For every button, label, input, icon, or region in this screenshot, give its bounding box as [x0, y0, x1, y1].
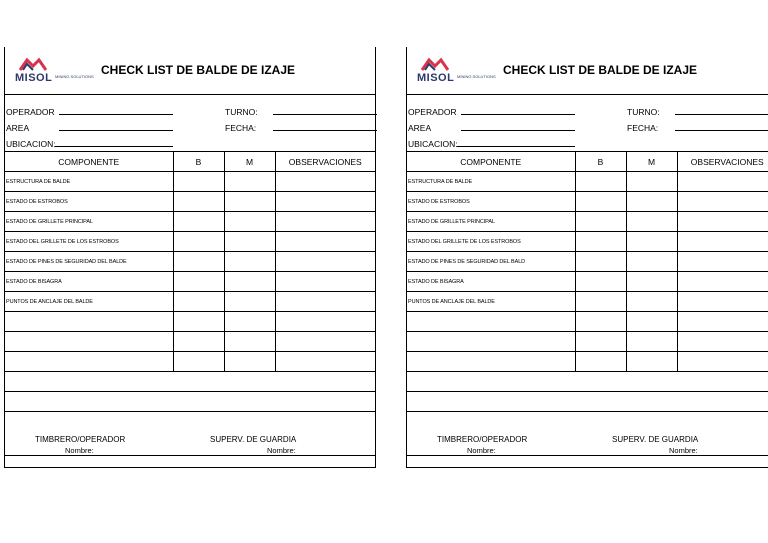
column-header: M	[626, 152, 677, 172]
table-row	[5, 372, 375, 392]
supervisor-signature-label: SUPERV. DE GUARDIA	[210, 435, 297, 444]
area-label: AREA	[6, 123, 30, 133]
table-row	[5, 292, 375, 312]
notes-cell[interactable]	[5, 392, 375, 412]
column-header: OBSERVACIONES	[275, 152, 375, 172]
signature-section	[5, 429, 375, 467]
notes-cell[interactable]	[407, 392, 768, 412]
operador-field[interactable]	[59, 105, 173, 115]
observaciones-cell[interactable]	[275, 292, 375, 312]
b-cell[interactable]	[173, 292, 224, 312]
table-row	[407, 252, 768, 272]
column-header: B	[173, 152, 224, 172]
table-row	[407, 352, 768, 372]
misol-logo	[15, 57, 95, 89]
b-cell[interactable]	[173, 232, 224, 252]
table-row	[5, 352, 375, 372]
b-cell[interactable]	[575, 172, 626, 192]
operador-label: OPERADOR	[408, 107, 457, 117]
table-row	[5, 332, 375, 352]
form-title: CHECK LIST DE BALDE DE IZAJE	[503, 63, 698, 77]
observaciones-cell[interactable]	[677, 312, 768, 332]
notes-cell[interactable]	[5, 372, 375, 392]
table-row	[5, 192, 375, 212]
checklist-form-1	[4, 47, 376, 468]
b-cell[interactable]	[173, 192, 224, 212]
supervisor-name-label: Nombre:	[669, 446, 698, 455]
m-cell[interactable]	[626, 192, 677, 212]
table-row	[407, 232, 768, 252]
signature-section	[407, 429, 768, 467]
component-cell: PUNTOS DE ANCLAJE DEL BALDE	[407, 292, 575, 312]
fecha-label: FECHA:	[225, 123, 257, 133]
fecha-field[interactable]	[675, 121, 768, 131]
observaciones-cell[interactable]	[677, 172, 768, 192]
b-cell[interactable]	[575, 332, 626, 352]
observaciones-cell[interactable]	[677, 272, 768, 292]
checklist-form-2	[406, 47, 768, 468]
m-cell[interactable]	[224, 292, 275, 312]
component-cell: ESTADO DE PINES DE SEGURIDAD DEL BALD	[407, 252, 575, 272]
observaciones-cell[interactable]	[275, 172, 375, 192]
observaciones-cell[interactable]	[275, 252, 375, 272]
operador-field[interactable]	[461, 105, 575, 115]
table-row	[407, 192, 768, 212]
m-cell[interactable]	[224, 172, 275, 192]
b-cell[interactable]	[173, 172, 224, 192]
component-cell: ESTADO DE BISAGRA	[407, 272, 575, 292]
m-cell[interactable]	[626, 292, 677, 312]
observaciones-cell[interactable]	[275, 192, 375, 212]
logo-text: MISOL	[417, 72, 455, 84]
table-row	[5, 312, 375, 332]
table-row	[407, 212, 768, 232]
table-row	[5, 252, 375, 272]
m-cell[interactable]	[224, 332, 275, 352]
b-cell[interactable]	[173, 352, 224, 372]
observaciones-cell[interactable]	[677, 352, 768, 372]
supervisor-signature-label: SUPERV. DE GUARDIA	[612, 435, 699, 444]
component-cell: ESTADO DE PINES DE SEGURIDAD DEL BALDE	[5, 252, 173, 272]
b-cell[interactable]	[575, 192, 626, 212]
m-cell[interactable]	[224, 192, 275, 212]
timbrero-name-label: Nombre:	[467, 446, 496, 455]
column-header: COMPONENTE	[407, 152, 575, 172]
m-cell[interactable]	[224, 272, 275, 292]
m-cell[interactable]	[224, 212, 275, 232]
turno-field[interactable]	[273, 105, 377, 115]
footer-divider	[5, 455, 375, 456]
b-cell[interactable]	[575, 352, 626, 372]
form-title: CHECK LIST DE BALDE DE IZAJE	[101, 63, 296, 77]
form-info-fields	[5, 94, 375, 152]
turno-label: TURNO:	[627, 107, 660, 117]
observaciones-cell[interactable]	[275, 332, 375, 352]
misol-logo-mark-icon	[19, 57, 47, 71]
turno-field[interactable]	[675, 105, 768, 115]
table-row	[5, 172, 375, 192]
timbrero-name-label: Nombre:	[65, 446, 94, 455]
checklist-table	[407, 151, 768, 412]
b-cell[interactable]	[173, 272, 224, 292]
table-row	[407, 332, 768, 352]
m-cell[interactable]	[224, 252, 275, 272]
b-cell[interactable]	[575, 252, 626, 272]
m-cell[interactable]	[224, 232, 275, 252]
logo-text: MISOL	[15, 72, 53, 84]
ubicacion-label: UBICACION:	[6, 139, 56, 149]
table-row	[407, 272, 768, 292]
component-cell[interactable]	[5, 312, 173, 332]
observaciones-cell[interactable]	[677, 252, 768, 272]
component-cell[interactable]	[407, 352, 575, 372]
b-cell[interactable]	[575, 292, 626, 312]
b-cell[interactable]	[575, 312, 626, 332]
logo-subtext: MINING SOLUTIONS	[457, 74, 496, 79]
table-header-row	[5, 152, 375, 172]
b-cell[interactable]	[575, 272, 626, 292]
component-cell: ESTADO DE BISAGRA	[5, 272, 173, 292]
observaciones-cell[interactable]	[677, 232, 768, 252]
m-cell[interactable]	[626, 272, 677, 292]
table-row	[407, 312, 768, 332]
notes-cell[interactable]	[407, 372, 768, 392]
observaciones-cell[interactable]	[275, 352, 375, 372]
supervisor-name-label: Nombre:	[267, 446, 296, 455]
table-row	[407, 292, 768, 312]
timbrero-signature-label: TIMBRERO/OPERADOR	[35, 435, 126, 444]
observaciones-cell[interactable]	[677, 292, 768, 312]
m-cell[interactable]	[626, 252, 677, 272]
fecha-label: FECHA:	[627, 123, 659, 133]
component-cell: ESTRUCTURA DE BALDE	[5, 172, 173, 192]
table-row	[5, 272, 375, 292]
area-field[interactable]	[461, 121, 575, 131]
component-cell[interactable]	[407, 332, 575, 352]
observaciones-cell[interactable]	[275, 212, 375, 232]
component-cell: ESTRUCTURA DE BALDE	[407, 172, 575, 192]
m-cell[interactable]	[626, 332, 677, 352]
component-cell[interactable]	[5, 352, 173, 372]
observaciones-cell[interactable]	[677, 212, 768, 232]
table-row	[407, 172, 768, 192]
b-cell[interactable]	[575, 212, 626, 232]
m-cell[interactable]	[626, 352, 677, 372]
component-cell: PUNTOS DE ANCLAJE DEL BALDE	[5, 292, 173, 312]
observaciones-cell[interactable]	[677, 192, 768, 212]
table-row	[5, 212, 375, 232]
component-cell: ESTADO DE ESTROBOS	[407, 192, 575, 212]
component-cell: ESTADO DEL GRILLETE DE LOS ESTROBOS	[407, 232, 575, 252]
m-cell[interactable]	[224, 312, 275, 332]
component-cell: ESTADO DE GRILLETE PRINCIPAL	[407, 212, 575, 232]
column-header: M	[224, 152, 275, 172]
m-cell[interactable]	[626, 312, 677, 332]
table-row	[5, 392, 375, 412]
turno-label: TURNO:	[225, 107, 258, 117]
table-header-row	[407, 152, 768, 172]
column-header: B	[575, 152, 626, 172]
form-info-fields	[407, 94, 768, 152]
ubicacion-field[interactable]	[457, 137, 575, 147]
component-cell: ESTADO DEL GRILLETE DE LOS ESTROBOS	[5, 232, 173, 252]
ubicacion-label: UBICACION:	[408, 139, 458, 149]
b-cell[interactable]	[173, 312, 224, 332]
operador-label: OPERADOR	[6, 107, 55, 117]
b-cell[interactable]	[575, 232, 626, 252]
misol-logo	[417, 57, 497, 89]
m-cell[interactable]	[224, 352, 275, 372]
b-cell[interactable]	[173, 332, 224, 352]
m-cell[interactable]	[626, 232, 677, 252]
logo-subtext: MINING SOLUTIONS	[55, 74, 94, 79]
fecha-field[interactable]	[273, 121, 377, 131]
form-header	[407, 47, 768, 95]
b-cell[interactable]	[173, 212, 224, 232]
table-row	[407, 392, 768, 412]
checklist-table	[5, 151, 375, 412]
component-cell[interactable]	[5, 332, 173, 352]
column-header: COMPONENTE	[5, 152, 173, 172]
ubicacion-field[interactable]	[55, 137, 173, 147]
table-row	[5, 232, 375, 252]
component-cell: ESTADO DE GRILLETE PRINCIPAL	[5, 212, 173, 232]
misol-logo-mark-icon	[421, 57, 449, 71]
timbrero-signature-label: TIMBRERO/OPERADOR	[437, 435, 528, 444]
footer-divider	[407, 455, 768, 456]
component-cell: ESTADO DE ESTROBOS	[5, 192, 173, 212]
m-cell[interactable]	[626, 172, 677, 192]
column-header: OBSERVACIONES	[677, 152, 768, 172]
m-cell[interactable]	[626, 212, 677, 232]
component-cell[interactable]	[407, 312, 575, 332]
observaciones-cell[interactable]	[275, 312, 375, 332]
observaciones-cell[interactable]	[275, 272, 375, 292]
form-header	[5, 47, 375, 95]
area-label: AREA	[408, 123, 432, 133]
observaciones-cell[interactable]	[677, 332, 768, 352]
b-cell[interactable]	[173, 252, 224, 272]
observaciones-cell[interactable]	[275, 232, 375, 252]
table-row	[407, 372, 768, 392]
area-field[interactable]	[59, 121, 173, 131]
